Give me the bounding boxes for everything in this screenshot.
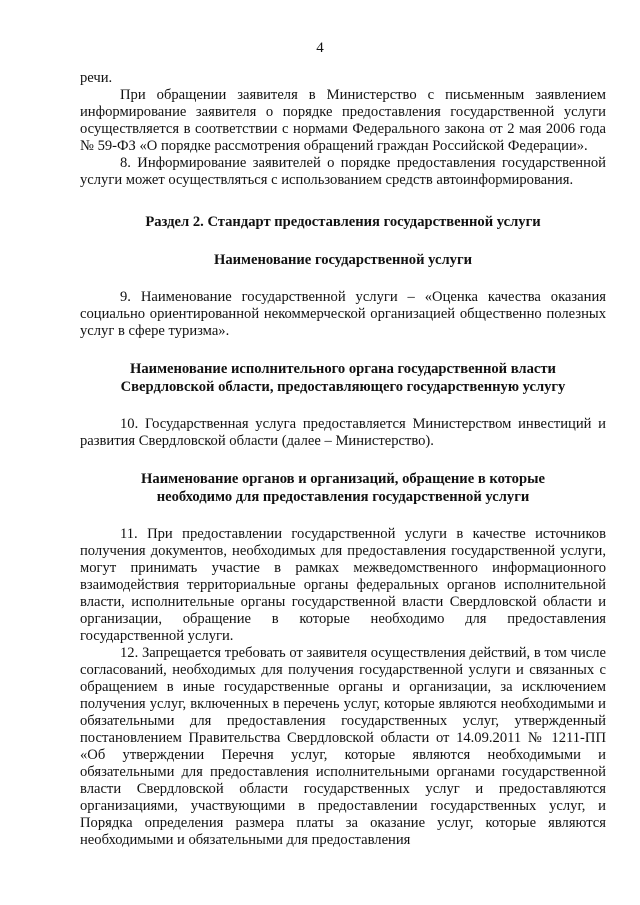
executive-body-heading [80, 360, 606, 396]
bodies-organizations-heading [80, 470, 606, 506]
bodies-organizations-heading-line-1: Наименование органов и организаций, обращение в которые [141, 471, 545, 487]
page-number: 4 [316, 40, 324, 56]
paragraph-12-prohibition: 12. Запрещается требовать от заявителя осуществления действий, в том числе согласований, необходимых для получения государственной услуги и связанных с обращением в иные государственные органы и организации, за исключением получения услуг, включенных в перечень услуг, которые являются необходимыми и обязательными для предоставления государственных услуг, утвержденный постановлением Правительства Свердловской области от 14.09.2011 № 1211-ПП «Об утверждении Перечня услуг, которые являются необходимыми и обязательными для предоставления исполнительными органами государственной власти Свердловской области государственных услуг и предоставляются организациями, участвующими в предоставлении государственных услуг, и Порядка определения размера платы за оказание услуг, которые являются необходимыми и обязательными для предоставления [80, 645, 606, 848]
paragraph-8-autoinforming: 8. Информирование заявителей о порядке предоставления государственной услуги может осуществляться с использованием средств автоинформирования. [80, 155, 606, 188]
service-name-heading: Наименование государственной услуги [214, 252, 472, 268]
page-content [80, 70, 606, 849]
paragraph-10-ministry: 10. Государственная услуга предоставляется Министерством инвестиций и развития Свердловской области (далее – Министерство). [80, 416, 606, 449]
executive-body-heading-line-1: Наименование исполнительного органа государственной власти [130, 361, 556, 377]
paragraph-written-request: При обращении заявителя в Министерство с письменным заявлением информирование заявителя о порядке предоставления государственной услуги осуществляется в соответствии с нормами Федерального закона от 2 мая 2006 года № 59-ФЗ «О порядке рассмотрения обращений граждан Российской Федерации». [80, 87, 606, 154]
bodies-organizations-heading-line-2: необходимо для предоставления государственной услуги [156, 489, 530, 505]
section-2-heading: Раздел 2. Стандарт предоставления государственной услуги [145, 214, 541, 230]
paragraph-11-participants: 11. При предоставлении государственной услуги в качестве источников получения документов, необходимых для предоставления государственной услуги, могут принимать участие в рамках межведомственного информационного взаимодействия территориальные органы федеральных органов исполнительной власти, исполнительные органы государственной власти Свердловской области и организации, обращение в которые необходимо для предоставления государственной услуги. [80, 526, 606, 644]
paragraph-continuation: речи. [80, 70, 113, 86]
executive-body-heading-line-2: Свердловской области, предоставляющего государственную услугу [120, 379, 566, 395]
paragraph-9-service-name: 9. Наименование государственной услуги – «Оценка качества оказания социально ориентированной некоммерческой организацией общественно полезных услуг в сфере туризма». [80, 289, 606, 339]
